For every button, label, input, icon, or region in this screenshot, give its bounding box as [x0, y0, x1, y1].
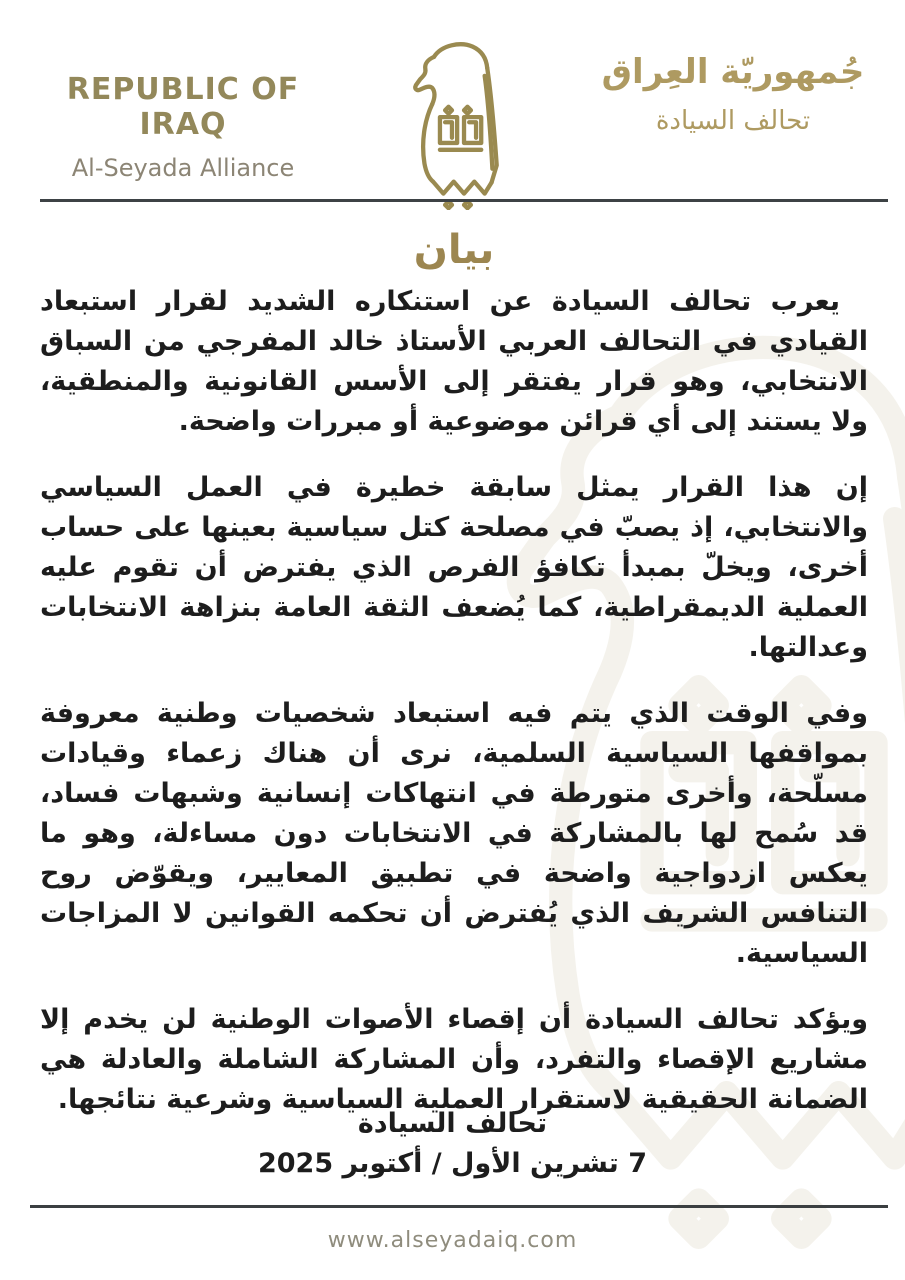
- header-divider: [40, 199, 888, 202]
- republic-of-iraq-title: REPUBLIC OF IRAQ: [66, 72, 300, 142]
- footer-divider: [30, 1205, 888, 1208]
- alliance-subtitle-arabic: تحالف السيادة: [655, 106, 811, 136]
- english-letterhead: [28, 72, 338, 182]
- statement-date: 7 تشرين الأول / أكتوبر 2025: [257, 1148, 648, 1179]
- signature-line: تحالف السيادة: [357, 1108, 548, 1139]
- arabic-letterhead: [583, 52, 883, 136]
- statement-paragraph-4: ويؤكد تحالف السيادة أن إقصاء الأصوات الوطنية لن يخدم إلا مشاريع الإقصاء والتفرد، وأن المشاركة الشاملة والعادلة هي الضمانة الحقيقية لاستقرار العملية السياسية وشرعية نتائجها.: [40, 1004, 868, 1115]
- statement-title: بيان: [413, 227, 495, 273]
- statement-paragraph-1: يعرب تحالف السيادة عن استنكاره الشديد لقرار استبعاد القيادي في التحالف العربي الأستاذ خالد المفرجي من السباق الانتخابي، وهو قرار يفتقر إلى الأسس القانونية والمنطقية، ولا يستند إلى أي قرائن موضوعية أو مبررات واضحة.: [40, 286, 868, 437]
- statement-paragraph-3: وفي الوقت الذي يتم فيه استبعاد شخصيات وطنية معروفة بمواقفها السياسية السلمية، نرى أن هناك زعماء وقيادات مسلّحة، وأخرى متورطة في انتهاكات إنسانية وشبهات فساد، قد سُمح لها بالمشاركة في الانتخابات دون مساءلة، وهو ما يعكس ازدواجية واضحة في تطبيق المعايير، ويقوّض روح التنافس الشريف الذي يُفترض أن تحكمه القوانين لا المزاجات السياسية.: [40, 698, 868, 969]
- republic-of-iraq-arabic-title: جُمهوريّة العِراق: [601, 52, 865, 92]
- statement-paragraph-2: إن هذا القرار يمثل سابقة خطيرة في العمل السياسي والانتخابي، إذ يصبّ في مصلحة كتل سياسية بعينها على حساب أخرى، ويخلّ بمبدأ تكافؤ الفرص الذي يفترض أن تقوم عليه العملية الديمقراطية، كما يُضعف الثقة العامة بنزاهة الانتخابات وعدالتها.: [40, 472, 868, 663]
- statement-body: [40, 214, 868, 1146]
- alliance-subtitle-english: Al-Seyada Alliance: [71, 154, 295, 182]
- eagle-logo-icon: [382, 38, 534, 210]
- website-url: www.alseyadaiq.com: [327, 1228, 578, 1253]
